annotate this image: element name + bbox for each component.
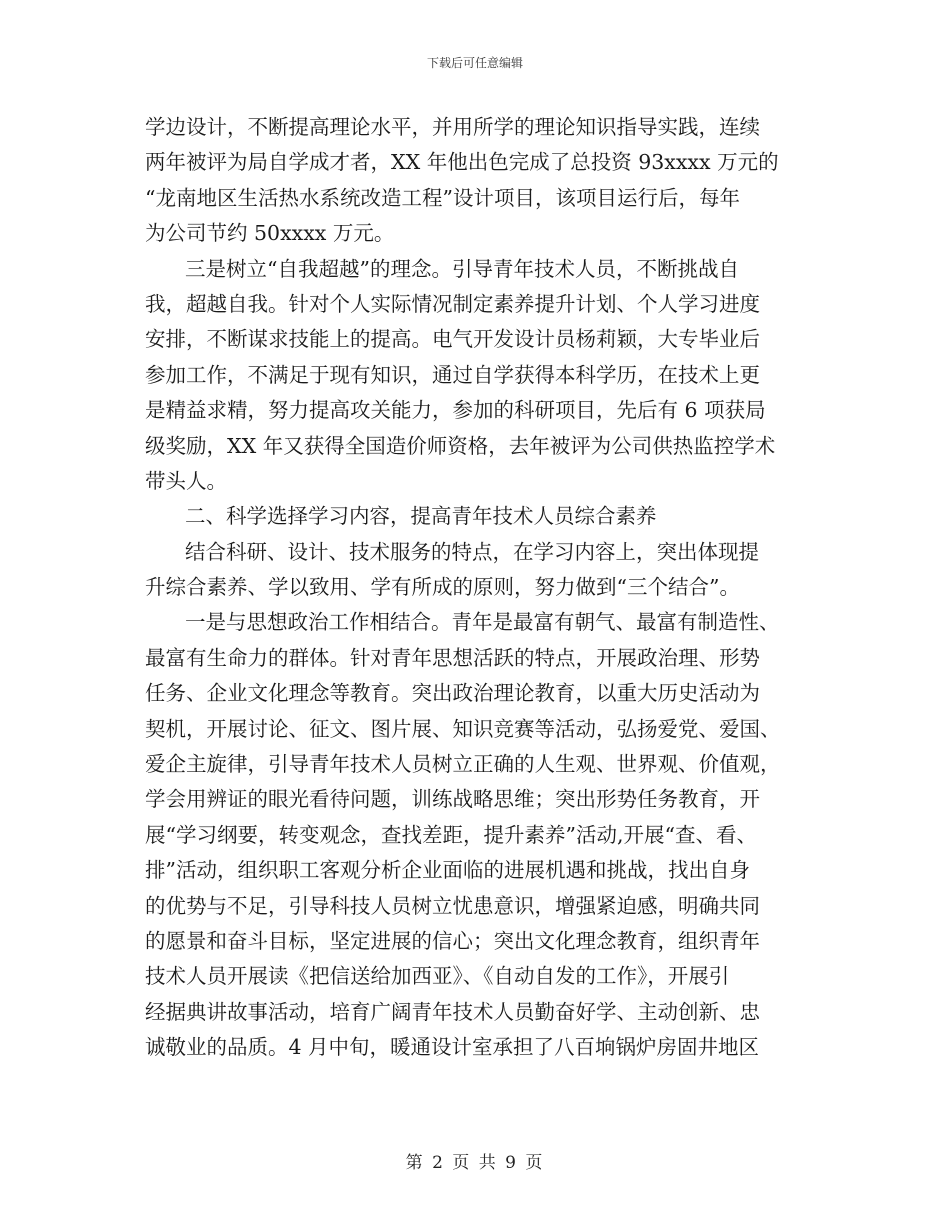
section-heading: 二、科学选择学习内容，提高青年技术人员综合素养 bbox=[185, 504, 657, 529]
text-line: 参加工作，不满足于现有知识，通过自学获得本科学历，在技术上更 bbox=[145, 362, 760, 387]
text-line: 安排，不断谋求技能上的提高。电气开发设计员杨莉颖，大专毕业后 bbox=[145, 327, 760, 352]
text-line: 是精益求精，努力提高攻关能力，参加的科研项目，先后有 6 项获局 bbox=[145, 398, 766, 423]
text-line: 技术人员开展读《把信送给加西亚》、《自动自发的工作》，开展引 bbox=[145, 964, 730, 989]
page-number-footer: 第 2 页 共 9 页 bbox=[405, 1153, 545, 1173]
text-line: 爱企主旋律，引导青年技术人员树立正确的人生观、世界观、价值观， bbox=[145, 752, 781, 777]
text-line: “龙南地区生活热水系统改造工程”设计项目，该项目运行后，每年 bbox=[145, 185, 740, 210]
text-line: 契机，开展讨论、征文、图片展、知识竞赛等活动，弘扬爱党、爱国、 bbox=[145, 716, 781, 741]
text-line: 最富有生命力的群体。针对青年思想活跃的特点，开展政治理、形势 bbox=[145, 645, 760, 670]
text-line: 两年被评为局自学成才者，XX 年他出色完成了总投资 93xxxx 万元的 bbox=[145, 150, 779, 175]
text-line: 学边设计，不断提高理论水平，并用所学的理论知识指导实践，连续 bbox=[145, 115, 760, 139]
text-line: 级奖励，XX 年又获得全国造价师资格，去年被评为公司供热监控学术 bbox=[145, 433, 776, 458]
text-line: 展“学习纲要，转变观念，查找差距，提升素养”活动,开展“查、看、 bbox=[145, 822, 757, 847]
paragraph-start-line: 三是树立“自我超越”的理念。引导青年技术人员，不断挑战自 bbox=[185, 256, 739, 281]
page-header-note: 下载后可任意编辑 bbox=[426, 56, 523, 70]
text-line: 任务、企业文化理念等教育。突出政治理论教育，以重大历史活动为 bbox=[145, 681, 760, 706]
text-line: 学会用辨证的眼光看待问题，训练战略思维；突出形势任务教育，开 bbox=[145, 787, 760, 812]
text-line: 的愿景和奋斗目标，坚定进展的信心；突出文化理念教育，组织青年 bbox=[145, 928, 760, 953]
text-line: 升综合素养、学以致用、学有所成的原则，努力做到“三个结合”。 bbox=[145, 575, 740, 600]
document-body bbox=[145, 110, 817, 1066]
text-line: 诚敬业的品质。4 月中旬，暖通设计室承担了八百垧锅炉房固井地区 bbox=[145, 1035, 760, 1060]
text-line: 排”活动，组织职工客观分析企业面临的进展机遇和挑战，找出自身 bbox=[145, 858, 750, 883]
paragraph-start-line: 结合科研、设计、技术服务的特点，在学习内容上，突出体现提 bbox=[185, 539, 759, 564]
text-line: 带头人。 bbox=[145, 468, 227, 493]
text-line: 为公司节约 50xxxx 万元。 bbox=[145, 221, 395, 246]
text-line: 我，超越自我。针对个人实际情况制定素养提升计划、个人学习进度 bbox=[145, 291, 760, 316]
text-line: 的优势与不足，引导科技人员树立忧患意识，增强紧迫感，明确共同 bbox=[145, 893, 760, 918]
text-line: 经据典讲故事活动，培育广阔青年技术人员勤奋好学、主动创新、忠 bbox=[145, 999, 760, 1024]
paragraph-start-line: 一是与思想政治工作相结合。青年是最富有朝气、最富有制造性、 bbox=[185, 610, 780, 635]
